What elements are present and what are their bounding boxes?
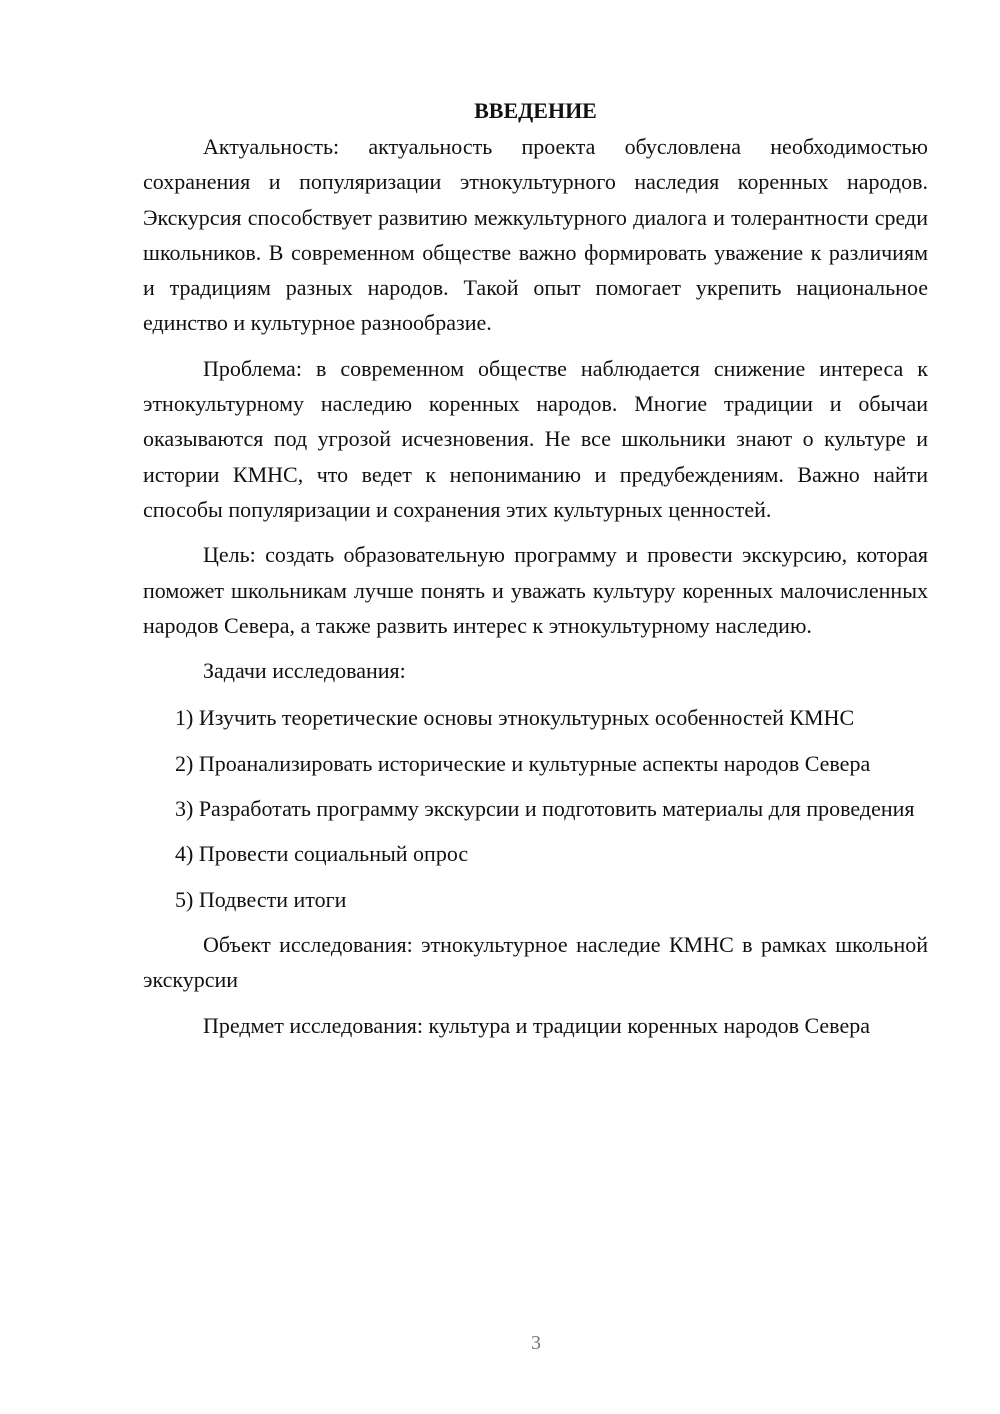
relevance-paragraph: Актуальность: актуальность проекта обусловлена необходимостью сохранения и популяризации этнокультурного наследия коренных народов. Экскурсия способствует развитию межкультурного диалога и толерантности среди школьников. В современном обществе важно формировать уважение к различиям и традициям разных народов. Такой опыт помогает укрепить национальное единство и культурное разнообразие. [143,134,928,336]
section-title: ВВЕДЕНИЕ [474,98,597,123]
task-item: 2) Проанализировать исторические и культурные аспекты народов Севера [175,750,871,776]
tasks-heading: Задачи исследования: [203,658,406,684]
task-item: 3) Разработать программу экскурсии и подготовить материалы для проведения [175,796,915,822]
task-item: 4) Провести социальный опрос [175,841,469,867]
task-item: 5) Подвести итоги [175,886,347,912]
subject-paragraph: Предмет исследования: культура и традиции коренных народов Севера [203,1012,870,1038]
goal-paragraph: Цель: создать образовательную программу и провести экскурсию, которая поможет школьникам лучше понять и уважать культуру коренных малочисленных народов Севера, а также развить интерес к этнокультурному наследию. [143,542,928,638]
page-number: 3 [531,1332,541,1354]
problem-paragraph: Проблема: в современном обществе наблюдается снижение интереса к этнокультурному наследию коренных народов. Многие традиции и обычаи оказываются под угрозой исчезновения. Не все школьники знают о культуре и истории КМНС, что ведет к непониманию и предубеждениям. Важно найти способы популяризации и сохранения этих культурных ценностей. [143,355,928,522]
task-item: 1) Изучить теоретические основы этнокультурных особенностей КМНС [175,705,855,731]
document-page [143,95,928,1053]
object-paragraph: Объект исследования: этнокультурное наследие КМНС в рамках школьной экскурсии [143,931,928,993]
